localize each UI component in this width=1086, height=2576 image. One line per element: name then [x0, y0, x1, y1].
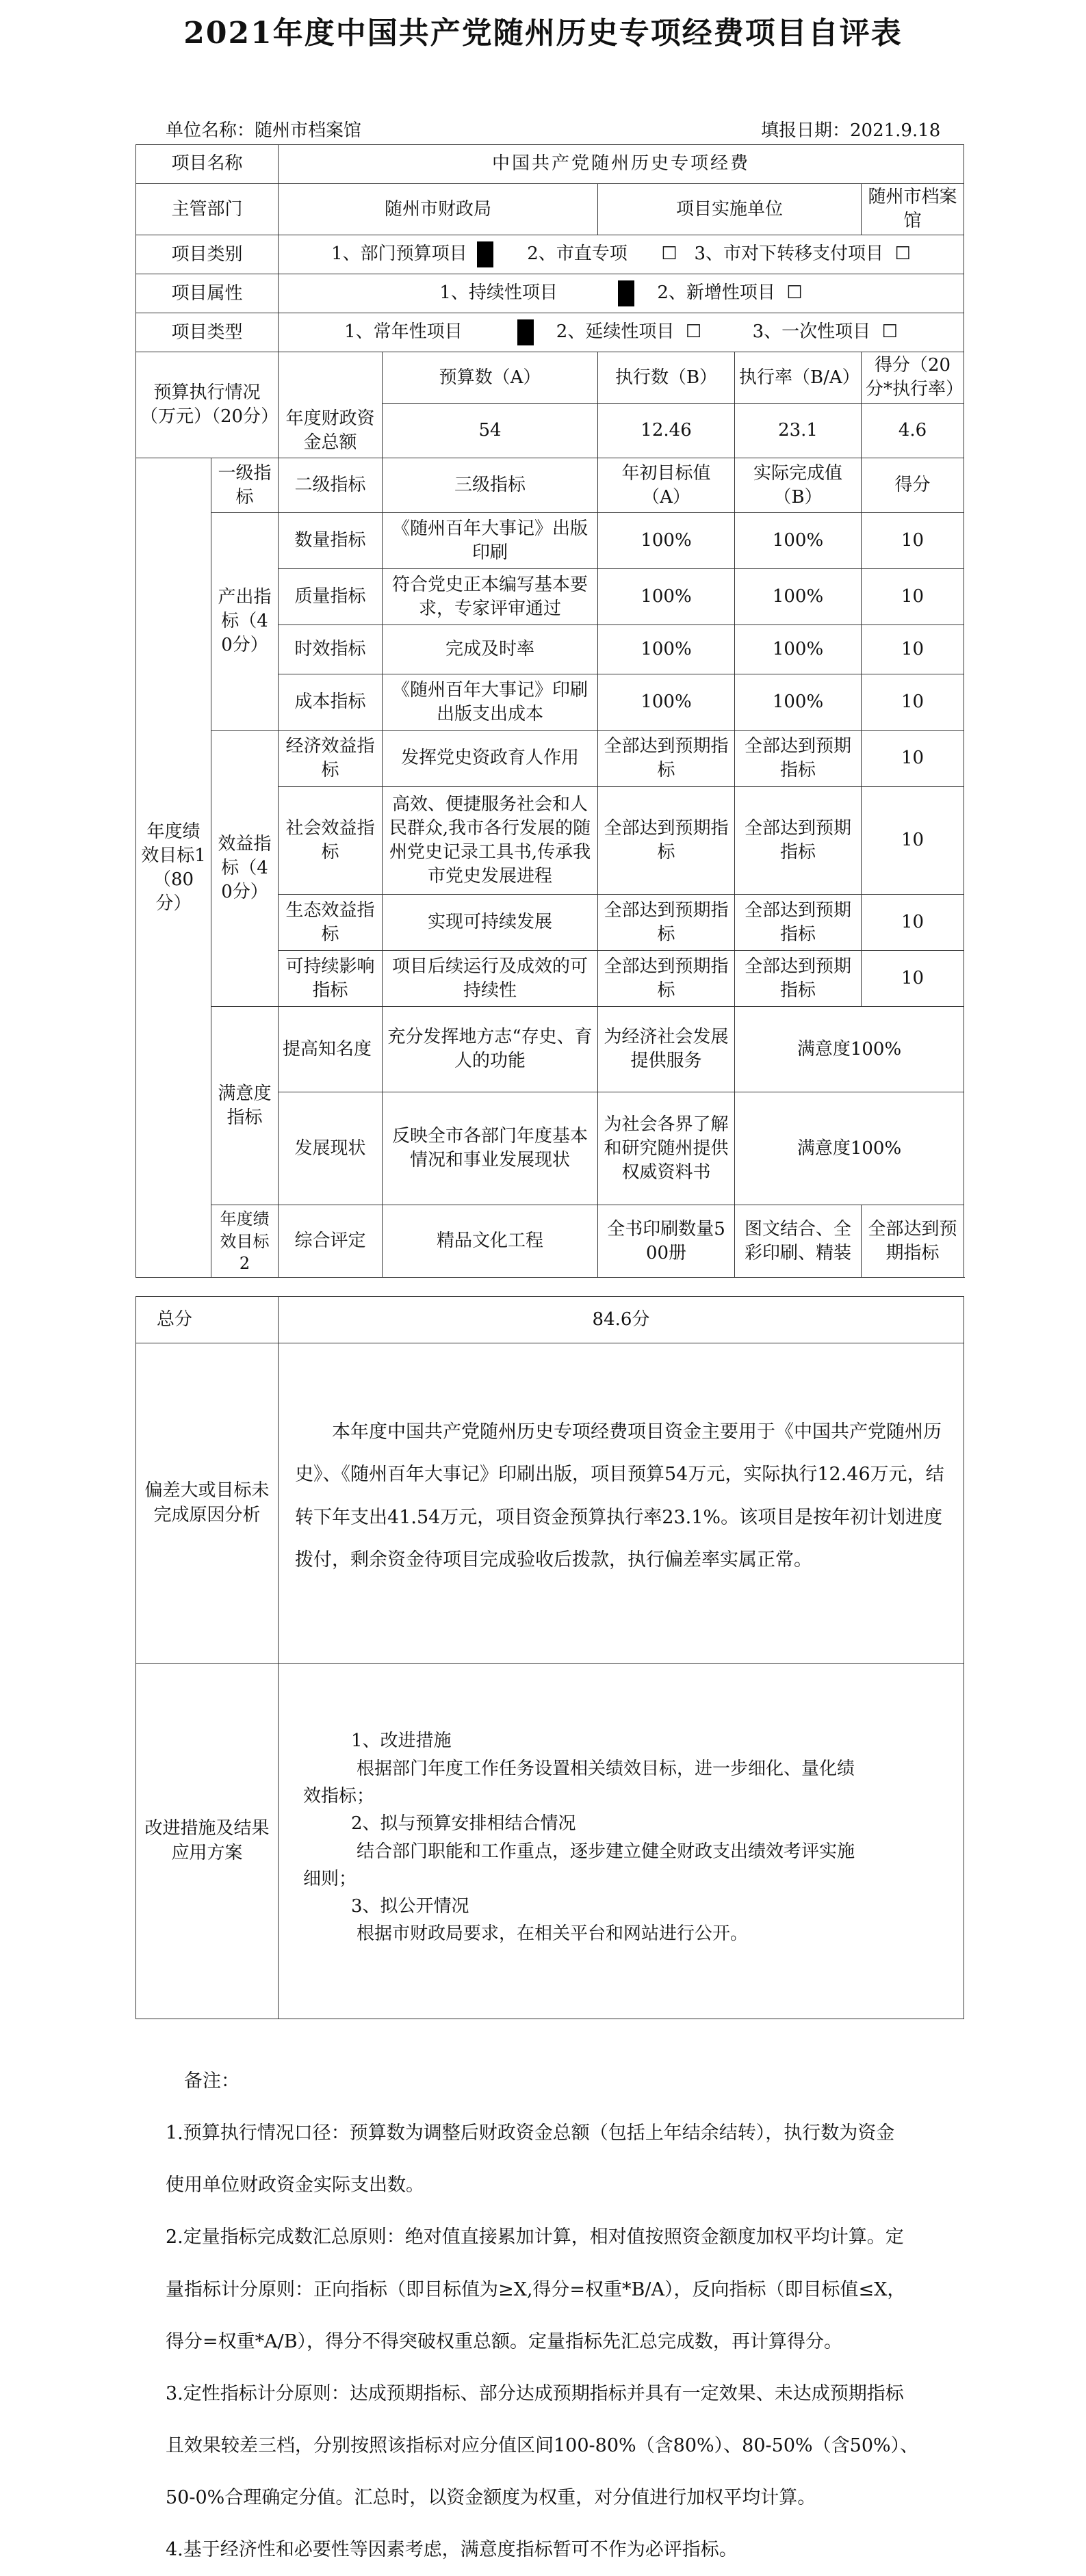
target-cell: 为社会各界了解和研究随州提供权威资料书 — [598, 1092, 735, 1205]
actual-cell: 100% — [735, 569, 862, 625]
actual-cell: 100% — [735, 625, 862, 674]
note-line: 2.定量指标完成数汇总原则：绝对值直接累加计算，相对值按照资金额度加权平均计算。定 — [166, 2226, 904, 2248]
budget-header-a: 预算数（A） — [383, 352, 598, 404]
goal2-level1: 综合评定 — [279, 1205, 383, 1278]
score-cell: 10 — [862, 951, 964, 1007]
measure2-text: 结合部门职能和工作重点，逐步建立健全财政支出绩效考评实施 — [357, 1841, 855, 1862]
level3-cell: 符合党史正本编写基本要求，专家评审通过 — [383, 569, 598, 625]
level3-cell: 发挥党史资政育人作用 — [383, 731, 598, 787]
budget-label: 预算执行情况（万元）（20分） — [136, 352, 279, 458]
level3-cell: 反映全市各部门年度基本情况和事业发展现状 — [383, 1092, 598, 1205]
checkbox-icon: ☐ — [661, 244, 677, 265]
category-option-2: 2、市直专项 — [527, 244, 628, 265]
note-line: 4.基于经济性和必要性等因素考虑，满意度指标暂可不作为必评指标。 — [166, 2539, 738, 2561]
target-cell: 全部达到预期指标 — [598, 895, 735, 951]
level3-cell: 充分发挥地方志“存史、育人的功能 — [383, 1007, 598, 1092]
unit-name: 单位名称：随州市档案馆 — [166, 120, 362, 141]
level3-cell: 高效、便捷服务社会和人民群众,我市各行发展的随州党史记录工具书,传承我市党史发展进程 — [383, 787, 598, 895]
note-line: 3.定性指标计分原则：达成预期指标、部分达成预期指标并具有一定效果、未达成预期指标 — [166, 2382, 904, 2404]
score-cell: 10 — [862, 731, 964, 787]
checked-mark-icon — [477, 241, 493, 267]
target-cell: 全部达到预期指标 — [598, 951, 735, 1007]
budget-value: 54 — [383, 404, 598, 458]
note-line: 且效果较差三档，分别按照该指标对应分值区间100-80%（含80%）、80-50%（含50%）、 — [166, 2434, 919, 2456]
level3-cell: 实现可持续发展 — [383, 895, 598, 951]
summary-table — [135, 1296, 964, 2019]
exec-value: 12.46 — [598, 404, 735, 458]
actual-cell: 全部达到预期指标 — [735, 895, 862, 951]
category-option-1: 1、部门预算项目 — [331, 244, 467, 265]
actual-cell: 全部达到预期指标 — [735, 787, 862, 895]
level2-cell: 可持续影响指标 — [279, 951, 383, 1007]
impl-value: 随州市档案馆 — [862, 184, 964, 235]
checked-mark-icon — [618, 280, 634, 306]
target-cell: 100% — [598, 513, 735, 569]
actual-cell: 满意度100% — [735, 1007, 964, 1092]
target-cell: 全部达到预期指标 — [598, 787, 735, 895]
dept-value: 随州市财政局 — [279, 184, 598, 235]
score-cell: 10 — [862, 674, 964, 731]
score-cell: 10 — [862, 625, 964, 674]
measure1-cont: 效指标； — [303, 1785, 375, 1806]
measure1-title: 1、改进措施 — [351, 1731, 452, 1752]
target-cell: 100% — [598, 625, 735, 674]
satisfaction-indicator-label: 满意度指标 — [211, 1007, 279, 1205]
budget-row-label: 年度财政资金总额 — [279, 404, 383, 458]
evaluation-table — [135, 144, 964, 1278]
level2-cell: 经济效益指标 — [279, 731, 383, 787]
budget-header-rate: 执行率（B/A） — [735, 352, 862, 404]
notes-title: 备注： — [184, 2071, 240, 2092]
notes-section — [166, 2055, 946, 2576]
level2-cell: 数量指标 — [279, 513, 383, 569]
measure1-text: 根据部门年度工作任务设置相关绩效目标，进一步细化、量化绩 — [357, 1758, 855, 1779]
deviation-label: 偏差大或目标未完成原因分析 — [136, 1343, 279, 1664]
note-line: 量指标计分原则：正向指标（即目标值为≥X,得分=权重*B/A），反向指标（即目标值≤X， — [166, 2278, 906, 2300]
page-title: 2021年度中国共产党随州历史专项经费项目自评表 — [183, 16, 903, 51]
score-cell: 10 — [862, 895, 964, 951]
measures-content — [279, 1664, 964, 2019]
actual-cell: 全部达到预期指标 — [735, 731, 862, 787]
checkbox-icon: ☐ — [685, 321, 702, 343]
score-cell: 10 — [862, 569, 964, 625]
report-date: 填报日期：2021.9.18 — [761, 120, 941, 141]
note-line: 50-0%合理确定分值。汇总时，以资金额度为权重，对分值进行加权平均计算。 — [166, 2487, 816, 2508]
level2-cell: 社会效益指标 — [279, 787, 383, 895]
level2-cell: 质量指标 — [279, 569, 383, 625]
checkbox-icon: ☐ — [786, 282, 803, 304]
level2-cell: 时效指标 — [279, 625, 383, 674]
type-option-3: 3、一次性项目 — [752, 321, 871, 343]
level2-cell: 提高知名度 — [279, 1007, 383, 1092]
level2-cell: 成本指标 — [279, 674, 383, 731]
actual-cell: 100% — [735, 674, 862, 731]
goal1-label: 年度绩效目标1（80分） — [136, 458, 211, 1278]
category-label: 项目类别 — [136, 235, 279, 274]
measure3-title: 3、拟公开情况 — [351, 1896, 469, 1917]
measure3-text: 根据市财政局要求，在相关平台和网站进行公开。 — [357, 1923, 749, 1945]
budget-header-b: 执行数（B） — [598, 352, 735, 404]
note-line: 1.预算执行情况口径：预算数为调整后财政资金总额（包括上年结余结转），执行数为资金 — [166, 2122, 895, 2144]
target-cell: 100% — [598, 569, 735, 625]
impl-label: 项目实施单位 — [598, 184, 862, 235]
score-value: 4.6 — [862, 404, 964, 458]
budget-header-score: 得分（20分*执行率） — [862, 352, 964, 404]
actual-header: 实际完成值（B） — [735, 458, 862, 513]
total-score: 84.6分 — [279, 1297, 964, 1343]
category-options — [279, 235, 964, 274]
checkbox-icon: ☐ — [881, 321, 898, 343]
level3-cell: 完成及时率 — [383, 625, 598, 674]
effect-indicator-label: 效益指标（40分） — [211, 731, 279, 1007]
goal2-level2: 精品文化工程 — [383, 1205, 598, 1278]
actual-cell: 100% — [735, 513, 862, 569]
level2-header: 二级指标 — [279, 458, 383, 513]
checkbox-icon: ☐ — [894, 244, 911, 265]
measures-label: 改进措施及结果应用方案 — [136, 1664, 279, 2019]
total-label: 总分 — [136, 1297, 279, 1343]
dept-label: 主管部门 — [136, 184, 279, 235]
category-option-3: 3、市对下转移支付项目 — [694, 244, 884, 265]
score-header: 得分 — [862, 458, 964, 513]
type-option-1: 1、常年性项目 — [344, 321, 463, 343]
type-option-2: 2、延续性项目 — [556, 321, 675, 343]
checked-mark-icon — [517, 319, 534, 345]
level3-cell: 项目后续运行及成效的可持续性 — [383, 951, 598, 1007]
measure2-title: 2、拟与预算安排相结合情况 — [351, 1813, 576, 1835]
level3-header: 三级指标 — [383, 458, 598, 513]
type-options — [279, 313, 964, 352]
level2-cell: 生态效益指标 — [279, 895, 383, 951]
project-name-label: 项目名称 — [136, 145, 279, 184]
actual-cell: 满意度100% — [735, 1092, 964, 1205]
score-cell: 10 — [862, 513, 964, 569]
goal2-actual: 全部达到预期指标 — [862, 1205, 964, 1278]
attr-label: 项目属性 — [136, 274, 279, 313]
note-line: 使用单位财政资金实际支出数。 — [166, 2174, 424, 2196]
goal2-label: 年度绩效目标2 — [211, 1205, 279, 1278]
goal2-level3: 全书印刷数量500册 — [598, 1205, 735, 1278]
score-cell: 10 — [862, 787, 964, 895]
project-name: 中国共产党随州历史专项经费 — [279, 145, 964, 184]
type-label: 项目类型 — [136, 313, 279, 352]
actual-cell: 全部达到预期指标 — [735, 951, 862, 1007]
attr-options — [279, 274, 964, 313]
level2-cell: 发展现状 — [279, 1092, 383, 1205]
note-line: 得分=权重*A/B），得分不得突破权重总额。定量指标先汇总完成数，再计算得分。 — [166, 2330, 843, 2352]
goal2-target: 图文结合、全彩印刷、精装 — [735, 1205, 862, 1278]
level1-header: 一级指标 — [211, 458, 279, 513]
level3-cell: 《随州百年大事记》印刷出版支出成本 — [383, 674, 598, 731]
level3-cell: 《随州百年大事记》出版印刷 — [383, 513, 598, 569]
rate-value: 23.1 — [735, 404, 862, 458]
attr-option-1: 1、持续性项目 — [439, 282, 558, 304]
attr-option-2: 2、新增性项目 — [657, 282, 775, 304]
output-indicator-label: 产出指标（40分） — [211, 513, 279, 731]
measure2-cont: 细则； — [303, 1868, 357, 1889]
target-cell: 为经济社会发展提供服务 — [598, 1007, 735, 1092]
deviation-text: 本年度中国共产党随州历史专项经费项目资金主要用于《中国共产党随州历史》、《随州百年大事记》印刷出版，项目预算54万元，实际执行12.46万元，结转下年支出41.54万元，项目资金预算执行率23.1%。该项目是按年初计划进度拨付，剩余资金待项目完成验收后拨款，执行偏差率实属正常。 — [279, 1343, 964, 1664]
target-header: 年初目标值（A） — [598, 458, 735, 513]
target-cell: 全部达到预期指标 — [598, 731, 735, 787]
target-cell: 100% — [598, 674, 735, 731]
